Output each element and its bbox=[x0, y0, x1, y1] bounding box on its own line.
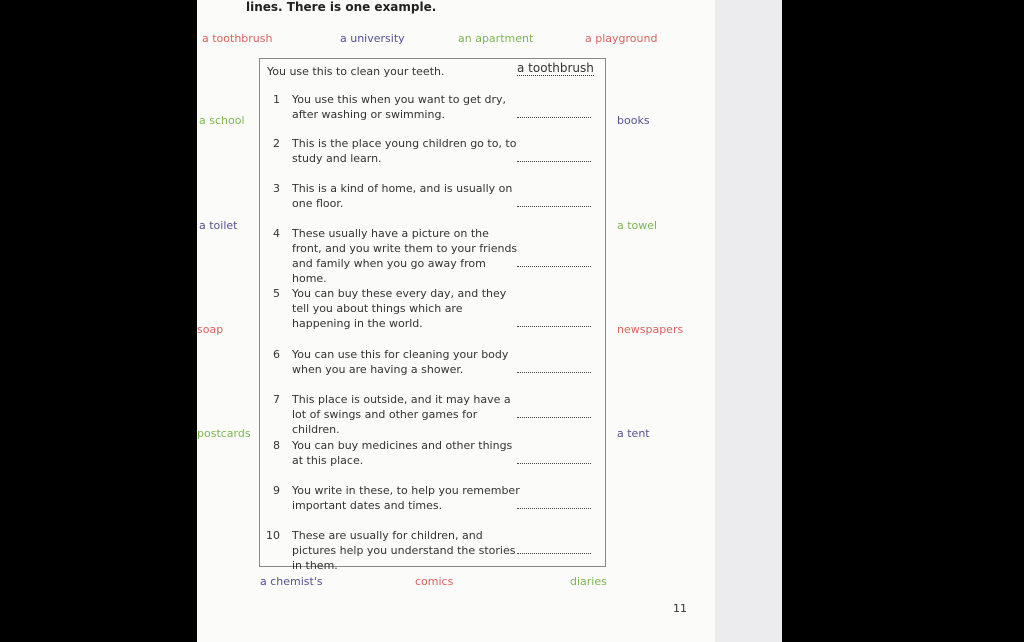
page-number: 11 bbox=[673, 602, 687, 615]
word-option: a playground bbox=[585, 32, 658, 45]
word-option: comics bbox=[415, 575, 454, 588]
word-option: soap bbox=[197, 323, 224, 336]
word-option: a school bbox=[199, 114, 245, 127]
word-option: a chemist's bbox=[260, 575, 323, 588]
answer-line[interactable] bbox=[517, 326, 591, 327]
word-option: a toothbrush bbox=[202, 32, 273, 45]
answer-line[interactable] bbox=[517, 206, 591, 207]
question-number: 2 bbox=[273, 137, 280, 150]
question-text: These usually have a picture on the front, and you write them to your friends and family when you go away from home. bbox=[292, 227, 518, 285]
answer-line[interactable] bbox=[517, 372, 591, 373]
example-answer: a toothbrush bbox=[517, 61, 594, 75]
word-option: an apartment bbox=[458, 32, 534, 45]
word-option: diaries bbox=[570, 575, 607, 588]
answer-line[interactable] bbox=[517, 463, 591, 464]
word-option: a towel bbox=[617, 219, 658, 232]
answer-line[interactable] bbox=[517, 117, 591, 118]
question-number: 5 bbox=[273, 287, 280, 300]
question-number: 4 bbox=[273, 227, 280, 240]
answer-line[interactable] bbox=[517, 161, 591, 162]
question-text: You write in these, to help you remember important dates and times. bbox=[292, 484, 520, 512]
word-option: books bbox=[617, 114, 650, 127]
answer-line[interactable] bbox=[517, 508, 591, 509]
word-option: a tent bbox=[617, 427, 650, 440]
question-number: 10 bbox=[266, 529, 280, 542]
question-number: 3 bbox=[273, 182, 280, 195]
question-text: This place is outside, and it may have a lot of swings and other games for children. bbox=[292, 393, 511, 436]
word-option: postcards bbox=[197, 427, 251, 440]
question-text: You can buy medicines and other things at this place. bbox=[292, 439, 513, 467]
question-number: 8 bbox=[273, 439, 280, 452]
question-text: This is a kind of home, and is usually on one floor. bbox=[292, 182, 513, 210]
instruction: lines. There is one example. bbox=[246, 0, 437, 14]
word-option: newspapers bbox=[617, 323, 684, 336]
worksheet-page bbox=[197, 0, 715, 642]
question-number: 1 bbox=[273, 93, 280, 106]
question-text: These are usually for children, and pictures help you understand the stories in them. bbox=[292, 529, 516, 572]
side-strip bbox=[715, 0, 782, 642]
question-text: You can use this for cleaning your body when you are having a shower. bbox=[292, 348, 509, 376]
question-text: You can buy these every day, and they tell you about things which are happening in the world. bbox=[292, 287, 507, 330]
question-number: 7 bbox=[273, 393, 280, 406]
questions-box bbox=[259, 58, 606, 572]
word-option: a toilet bbox=[199, 219, 238, 232]
question-text: You use this when you want to get dry, after washing or swimming. bbox=[292, 93, 507, 121]
word-option: a university bbox=[340, 32, 405, 45]
answer-line[interactable] bbox=[517, 417, 591, 418]
answer-line[interactable] bbox=[517, 266, 591, 267]
example-text: You use this to clean your teeth. bbox=[267, 65, 445, 78]
question-text: This is the place young children go to, to study and learn. bbox=[292, 137, 517, 165]
answer-line[interactable] bbox=[517, 553, 591, 554]
question-number: 9 bbox=[273, 484, 280, 497]
question-number: 6 bbox=[273, 348, 280, 361]
